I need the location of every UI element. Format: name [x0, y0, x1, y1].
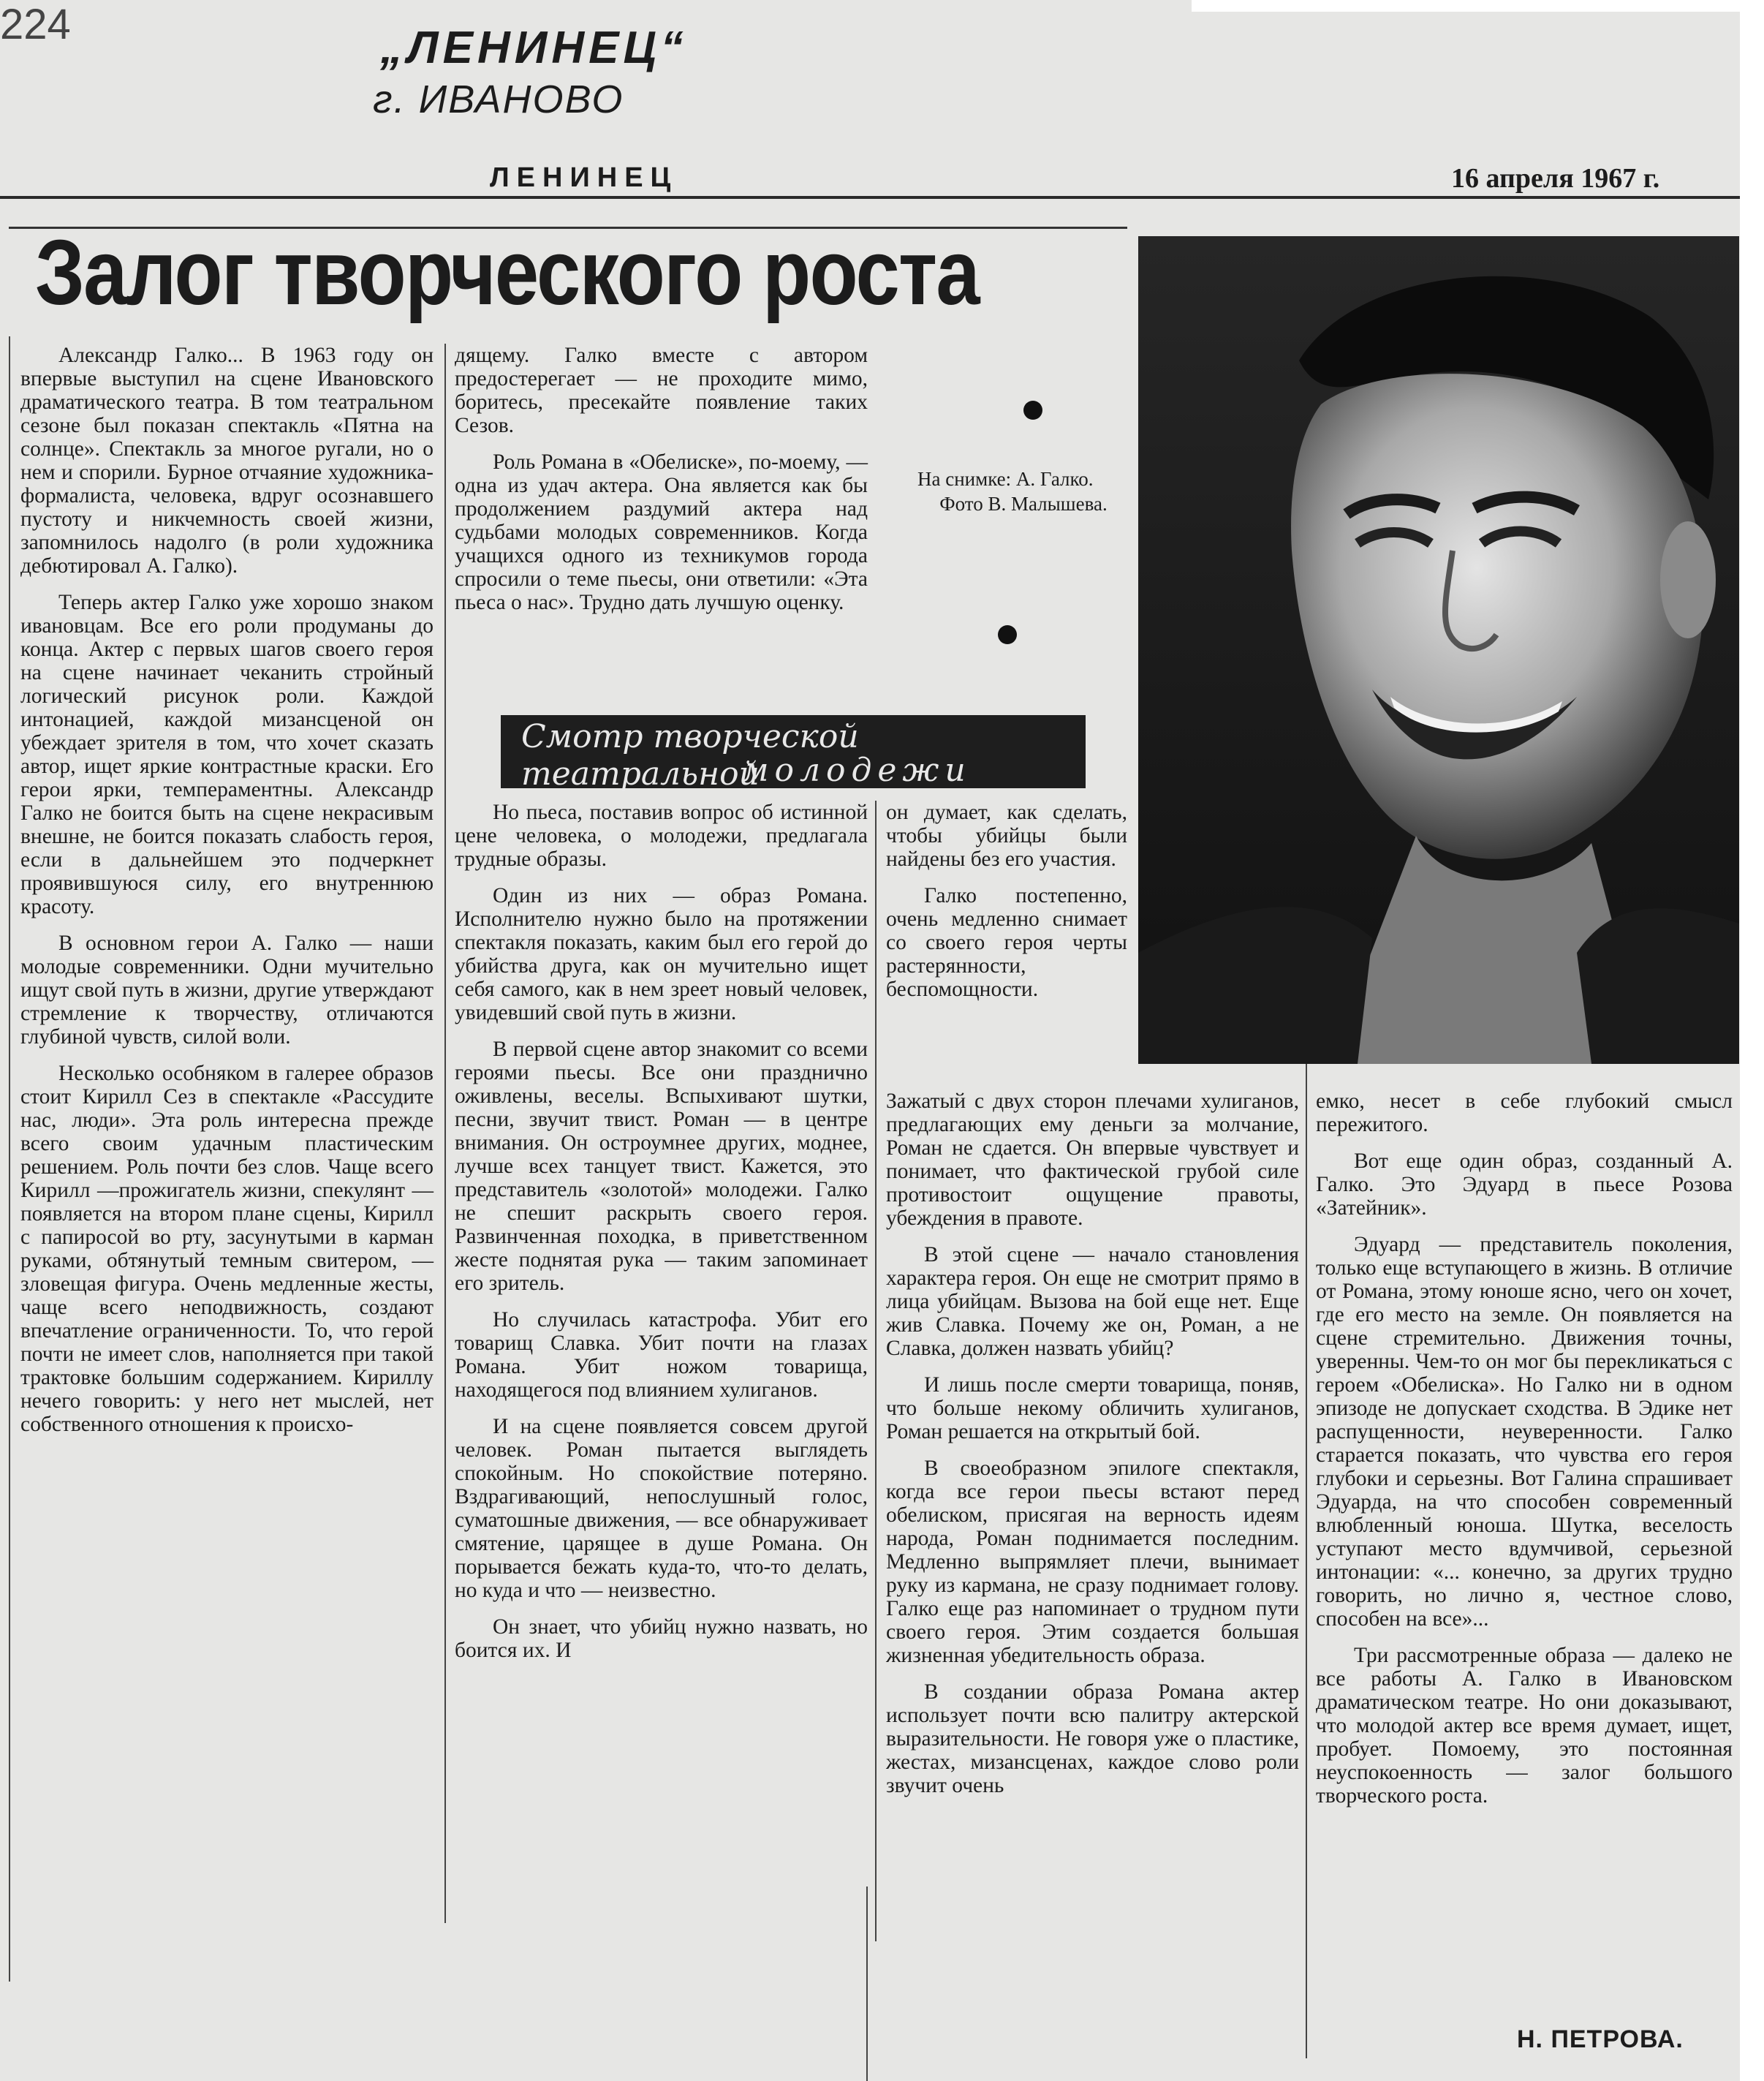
column-3 — [886, 1089, 1299, 1810]
paragraph: Он знает, что убийц нужно назвать, но боится их. И — [455, 1615, 868, 1662]
paragraph: Александр Галко... В 1963 году он впервые выступил на сцене Ивановского драматического театра. В том театральном сезоне был показан спектакль «Пятна на солнце». Спектакль за многое ругали, но о нем и спорили. Бурное отчаяние художника-формалиста, человека, вдруг осознавшего пустоту и никчемность своей жизни, запомнилось надолго (в роли художника дебютировал А. Галко). — [20, 344, 434, 578]
paragraph: Несколько особняком в галерее образов стоит Кирилл Сез в спектакле «Рассудите нас, люди». Эта роль интересна прежде всего своим удачным пластическим решением. Роль почти без слов. Чаще всего Кирилл —прожигатель жизни, спекулянт — появляется на втором плане сцены, Кирилл с папиросой во рту, засунутыми в карман руками, обтянутый темным свитером, — зловещая фигура. Очень медленные жесты, чаще всего неподвижность, создают впечатление ограниченности. То, что герой почти не имеет слов, наполняется при такой трактовке большим содержанием. Кириллу нечего говорить: у него нет мыслей, нет собственного отношения к происхо- — [20, 1062, 434, 1436]
paragraph: Эдуард — представитель поколения, только еще вступающего в жизнь. В отличие от Романа, этому юноше ясно, чего он хочет, где его место на земле. Он появляется на сцене стремительно. Движения точны, уверенны. Чем-то он мог бы перекликаться с героем «Обелиска». Но Галко ни в одном эпизоде не допускает сходства. В Эдике нет распущенности, неуверенности. Галко старается показать, что чувства его героя глубоки и серьезны. Вот Галина спрашивает Эдуарда, на что способен современный влюбленный юноша. Шутка, веселость уступают место вдумчивой, серьезной интонации: «... конечно, за других трудно говорить, но лично я, честное слово, способен на все»... — [1316, 1233, 1733, 1631]
paragraph: В первой сцене автор знакомит со всеми героями пьесы. Все они празднично оживлены, веселы. Вспыхивают шутки, песни, звучит твист. Роман — в центре внимания. Он остроумнее других, моднее, лучше всех танцует твист. Кажется, это представитель «золотой» молодежи. Галко не спешит раскрыть своего героя. Развинченная походка, в приветственном жесте поднятая рука — таким запоминает его зритель. — [455, 1038, 868, 1295]
paragraph: Теперь актер Галко уже хорошо знаком ивановцам. Все его роли продуманы до конца. Актер с первых шагов своего героя на сцене начинает чеканить стройный логический рисунок роли. Каждой интонацией, каждой мизансценой он убеждает зрителя в том, что хочет сказать автор, ищет яркие контрастные краски. Его герои ярки, темпераментны. Александр Галко не боится быть на сцене некрасивым внешне, не боится показать слабость героя, если в дальнейшем это подчеркнет проявившуюся силу, его внутреннюю красоту. — [20, 591, 434, 918]
masthead-newspaper-name: ЛЕНИНЕЦ — [490, 162, 678, 193]
photo-credit: Фото В. Малышева. — [939, 493, 1108, 515]
archive-number: 224 — [0, 1, 71, 48]
paragraph: Три рассмотренные образа — далеко не все работы А. Галко в Ивановском драматическом театре. Но они доказывают, что молодой актер все время думает, ищет, пробует. Помоему, это постоянная неуспокоенность — залог большого творческого роста. — [1316, 1644, 1733, 1808]
column-rule-1 — [444, 344, 446, 1923]
section-rubric — [501, 715, 1086, 793]
portrait-photo — [1138, 236, 1739, 1064]
bullet-dot — [998, 625, 1017, 644]
headline: Залог творческого роста — [35, 221, 979, 324]
clipping-newspaper-stamp: „ЛЕНИНЕЦ“ — [380, 23, 688, 73]
column-rule-2 — [875, 801, 877, 1941]
masthead — [0, 159, 1740, 199]
bullet-dot — [1023, 401, 1042, 420]
author-signature: Н. ПЕТРОВА. — [1517, 2025, 1684, 2053]
paragraph: Галко постепенно, очень медленно снимает со своего героя черты растерянности, беспомощности. — [886, 884, 1127, 1001]
column-rule-3 — [1306, 1064, 1307, 2058]
paragraph: В своеобразном эпилоге спектакля, когда все герои пьесы встают перед обелиском, присягая на верность идеям народа, Роман поднимается последним. Медленно выпрямляет плечи, вынимает руку из кармана, не сразу поднимает голову. Галко еще раз напоминает о трудном пути своего героя. Этим создается большая жизненная убедительность образа. — [886, 1457, 1299, 1667]
column-4 — [1316, 1089, 1733, 1821]
paragraph: В создании образа Романа актер использует почти всю палитру актерской выразительности. Не говоря уже о пластике, жестах, мизансценах, каждое слово роли звучит очень — [886, 1680, 1299, 1797]
paragraph: Вот еще один образ, созданный А. Галко. Это Эдуард в пьесе Розова «Затейник». — [1316, 1149, 1733, 1220]
rubric-line-1: Смотр творческой театральной — [521, 718, 859, 793]
column-1 — [20, 344, 434, 1449]
photo-caption — [917, 468, 1129, 515]
paragraph: Зажатый с двух сторон плечами хулиганов, предлагающих ему деньги за молчание, Роман не сдается. Он впервые чувствует и понимает, что фактической грубой силе противостоит ощущение правоты, убеждения в правоте. — [886, 1089, 1299, 1230]
caption-text: На снимке: А. Галко. — [917, 468, 1094, 490]
paragraph: Но случилась катастрофа. Убит его товарищ Славка. Убит почти на глазах Романа. Убит ножом товарища, находящегося под влиянием хулиганов. — [455, 1308, 868, 1402]
paragraph: И лишь после смерти товарища, поняв, что больше некому обличить хулиганов, Роман решается на открытый бой. — [886, 1373, 1299, 1443]
paragraph: дящему. Галко вместе с автором предостерегает — не проходите мимо, боритесь, пресекайте появление таких Сезов. — [455, 344, 868, 437]
paragraph: И на сцене появляется совсем другой человек. Роман пытается выглядеть спокойным. Но спокойствие потеряно. Вздрагивающий, непослушный голос, суматошные движения, — все обнаруживает смятение, царящее в душе Романа. Он порывается бежать куда-то, что-то делать, но куда и что — неизвестно. — [455, 1415, 868, 1602]
background-strip — [1192, 0, 1764, 12]
rubric-line-2: молодежи — [742, 752, 972, 789]
column-3-top — [886, 801, 1127, 1014]
paragraph: В этой сцене — начало становления характера героя. Он еще не смотрит прямо в лица убийцам. Вызова на бой еще нет. Еще жив Славка. Почему же он, Роман, а не Славка, должен назвать убийц? — [886, 1243, 1299, 1360]
column-2-top — [455, 344, 868, 627]
column-rule-left — [9, 336, 10, 1982]
paragraph: он думает, как сделать, чтобы убийцы были найдены без его участия. — [886, 801, 1127, 871]
portrait-illustration — [1138, 236, 1739, 1064]
paragraph: Но пьеса, поставив вопрос об истинной цене человека, о молодежи, предлагала трудные образы. — [455, 801, 868, 871]
clipping-city-stamp: г. ИВАНОВО — [373, 78, 624, 121]
paragraph: емко, несет в себе глубокий смысл пережитого. — [1316, 1089, 1733, 1136]
paragraph: В основном герои А. Галко — наши молодые современники. Одни мучительно ищут свой путь в жизни, другие утверждают стремление к творчеству, отличаются глубиной чувств, силой воли. — [20, 932, 434, 1049]
paragraph: Роль Романа в «Обелиске», по-моему, — одна из удач актера. Она является как бы продолжением раздумий актера над судьбами молодых современников. Когда учащихся одного из техникумов города спросили о теме пьесы, они ответили: «Эта пьеса о нас». Трудно дать лучшую оценку. — [455, 450, 868, 614]
paragraph: Один из них — образ Романа. Исполнителю нужно было на протяжении спектакля показать, каким был его герой до убийства друга, как он мучительно ищет себя самого, как в нем зреет новый человек, увидевший свой путь в жизни. — [455, 884, 868, 1024]
masthead-date: 16 апреля 1967 г. — [1451, 163, 1660, 194]
column-2 — [455, 801, 868, 1675]
column-rule-3b — [866, 1887, 868, 2081]
